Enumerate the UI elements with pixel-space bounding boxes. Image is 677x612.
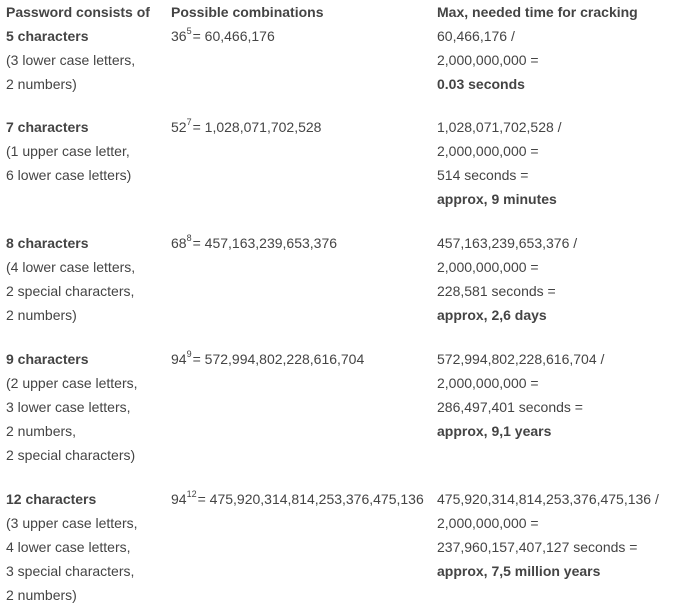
- row-time-line: 457,163,239,653,376 /: [437, 235, 578, 251]
- row-composition: 2 numbers,: [6, 423, 77, 439]
- row-time-line: 572,994,802,228,616,704 /: [437, 351, 605, 367]
- row-composition: (4 lower case letters,: [6, 259, 136, 275]
- row-length: 12 characters: [6, 491, 97, 507]
- row-base: 52: [171, 119, 187, 135]
- row-combinations: [171, 231, 436, 255]
- row-combinations: [171, 347, 436, 371]
- row-time-line: 514 seconds =: [437, 167, 529, 183]
- row-composition: (3 upper case letters,: [6, 515, 138, 531]
- row-composition: 2 numbers): [6, 587, 77, 603]
- row-length: 5 characters: [6, 28, 89, 44]
- row-composition: 6 lower case letters): [6, 167, 132, 183]
- row-base: 36: [171, 28, 187, 44]
- row-combinations-value: = 457,163,239,653,376: [192, 235, 338, 251]
- row-combinations-value: = 1,028,071,702,528: [192, 119, 322, 135]
- row-composition: (3 lower case letters,: [6, 52, 136, 68]
- row-composition: (1 upper case letter,: [6, 143, 130, 159]
- header-time: Max, needed time for cracking: [437, 4, 638, 20]
- row-combinations-value: = 475,920,314,814,253,376,475,136: [197, 491, 424, 507]
- row-exponent: 9: [186, 349, 192, 359]
- row-combinations: [171, 115, 436, 139]
- row-time-line: 2,000,000,000 =: [437, 143, 539, 159]
- row-base: 94: [171, 351, 187, 367]
- row-time-line: 2,000,000,000 =: [437, 259, 539, 275]
- row-combinations: [171, 24, 436, 48]
- row-time-line: 60,466,176 /: [437, 28, 515, 44]
- row-composition: 2 numbers): [6, 76, 77, 92]
- header-password: Password consists of: [6, 4, 150, 20]
- row-result: approx, 9,1 years: [437, 423, 552, 439]
- row-time-line: 228,581 seconds =: [437, 283, 556, 299]
- row-time-line: 286,497,401 seconds =: [437, 399, 583, 415]
- row-composition: 2 numbers): [6, 307, 77, 323]
- row-base: 94: [171, 491, 187, 507]
- row-time-line: 2,000,000,000 =: [437, 515, 539, 531]
- row-base: 68: [171, 235, 187, 251]
- table-header: [6, 0, 674, 24]
- row-combinations-value: = 60,466,176: [192, 28, 275, 44]
- row-exponent: 8: [186, 233, 192, 243]
- row-time-line: 1,028,071,702,528 /: [437, 119, 562, 135]
- row-combinations: [171, 487, 436, 511]
- row-result: approx, 7,5 million years: [437, 563, 601, 579]
- row-time-line: 237,960,157,407,127 seconds =: [437, 539, 638, 555]
- row-composition: 3 special characters,: [6, 563, 135, 579]
- row-length: 7 characters: [6, 119, 89, 135]
- row-exponent: 12: [186, 489, 197, 499]
- row-composition: 2 special characters,: [6, 283, 135, 299]
- row-length: 8 characters: [6, 235, 89, 251]
- row-exponent: 5: [186, 26, 192, 36]
- row-composition: 2 special characters): [6, 447, 136, 463]
- header-combinations: Possible combinations: [171, 4, 324, 20]
- row-length: 9 characters: [6, 351, 89, 367]
- row-result: 0.03 seconds: [437, 76, 525, 92]
- row-composition: (2 upper case letters,: [6, 375, 138, 391]
- row-exponent: 7: [186, 117, 192, 127]
- row-result: approx, 2,6 days: [437, 307, 547, 323]
- row-combinations-value: = 572,994,802,228,616,704: [192, 351, 365, 367]
- row-composition: 4 lower case letters,: [6, 539, 131, 555]
- row-result: approx, 9 minutes: [437, 191, 557, 207]
- row-time-line: 475,920,314,814,253,376,475,136 /: [437, 491, 659, 507]
- row-composition: 3 lower case letters,: [6, 399, 131, 415]
- row-time-line: 2,000,000,000 =: [437, 52, 539, 68]
- row-time-line: 2,000,000,000 =: [437, 375, 539, 391]
